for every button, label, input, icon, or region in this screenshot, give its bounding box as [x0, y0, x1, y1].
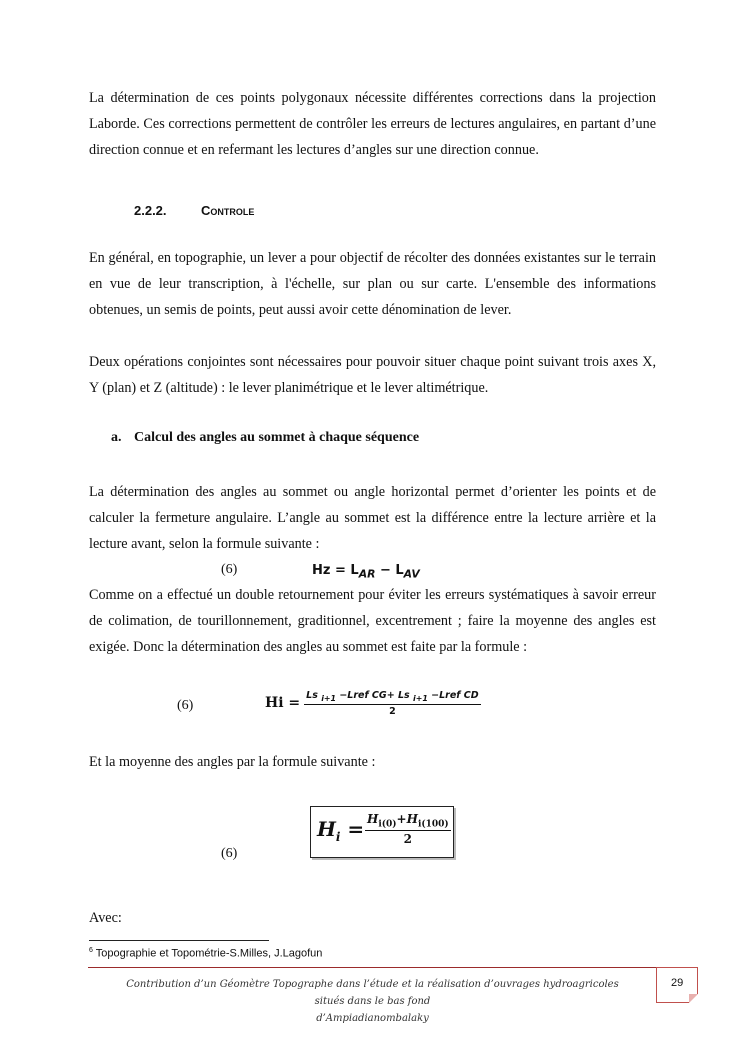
intro-paragraph: La détermination de ces points polygonaux nécessite différentes corrections dans la projection Laborde. Ces corrections permettent de contrôler les erreurs de lectures angulaires, en partant d’une direction connue et en refermant les lectures d’angles sur une direction connue.: [89, 90, 656, 158]
equation-3-box: [310, 806, 454, 858]
eq2-numerator: Ls $_{i+1}$ −Lref CG+ Ls $_{i+1}$ −Lref CD: [306, 690, 479, 703]
footnote: [89, 947, 322, 960]
section-heading: [134, 203, 254, 218]
equation-2: Hi = $\frac{Ls _{i+1} -Lref CG+ Ls _{i+1} -Lref CD}{2}$: [265, 690, 479, 717]
footer-line-1: Contribution d’un Géomètre Topographe dans l’étude et la réalisation d’ouvrages hydroagricoles situés dans le bas fond: [126, 979, 619, 1007]
section-title: Controle: [201, 203, 255, 218]
page-number-tab: [656, 967, 698, 1003]
footnote-mark: 6: [89, 947, 93, 954]
equation-3-ref: (6): [221, 846, 238, 861]
topography-paragraph: En général, en topographie, un lever a pour objectif de récolter des données existantes sur le terrain en vue de leur transcription, à l'échelle, sur plan ou sur carte. L'ensemble des informations obtenues, un semis de points, peut aussi avoir cette dénomination de lever.: [89, 250, 656, 318]
equation-2-ref: (6): [177, 698, 194, 713]
page-fold-corner: [689, 994, 698, 1003]
page-number: 29: [671, 977, 684, 989]
avec-label: Avec:: [89, 910, 122, 926]
footer-text: [110, 976, 635, 1027]
section-number: 2.2.2.: [134, 203, 167, 218]
footer-rule: [88, 967, 658, 968]
eq3-fraction: $\frac{H_{i(0)}+H_{i(100)}}{2}$: [367, 812, 449, 847]
subsection-letter: a.: [111, 430, 122, 445]
footnote-separator: [89, 940, 269, 941]
moyenne-paragraph: Et la moyenne des angles par la formule suivante :: [89, 754, 376, 770]
retournement-paragraph: Comme on a effectué un double retournement pour éviter les erreurs systématiques à savoir erreur de colimation, de tourillonnement, graditionnel, excentrement ; faire la moyenne des angles est exigée. Donc la détermination des angles au sommet est faite par la formule :: [89, 587, 656, 655]
equation-1: $Hz = L_{AR} - L_{AV}$: [312, 563, 420, 581]
angles-paragraph: La détermination des angles au sommet ou angle horizontal permet d’orienter les points et de calculer la fermeture angulaire. L’angle au sommet est la différence entre la lecture arrière et la lecture avant, selon la formule suivante :: [89, 484, 656, 552]
subsection-title: Calcul des angles au sommet à chaque séquence: [134, 430, 420, 445]
eq3-lhs: $H_i$ =: [317, 817, 365, 844]
footer-line-2: d’Ampiadianombalaky: [316, 1013, 429, 1024]
subsection-heading: [111, 430, 419, 446]
eq1-lhs: Hz: [312, 563, 331, 578]
footnote-text: Topographie et Topométrie-S.Milles, J.Lagofun: [95, 947, 323, 960]
eq2-denominator: 2: [389, 705, 396, 717]
equation-1-ref: (6): [221, 562, 238, 577]
operations-paragraph: Deux opérations conjointes sont nécessaires pour pouvoir situer chaque point suivant trois axes X, Y (plan) et Z (altitude) : le lever planimétrique et le lever altimétrique.: [89, 354, 656, 396]
